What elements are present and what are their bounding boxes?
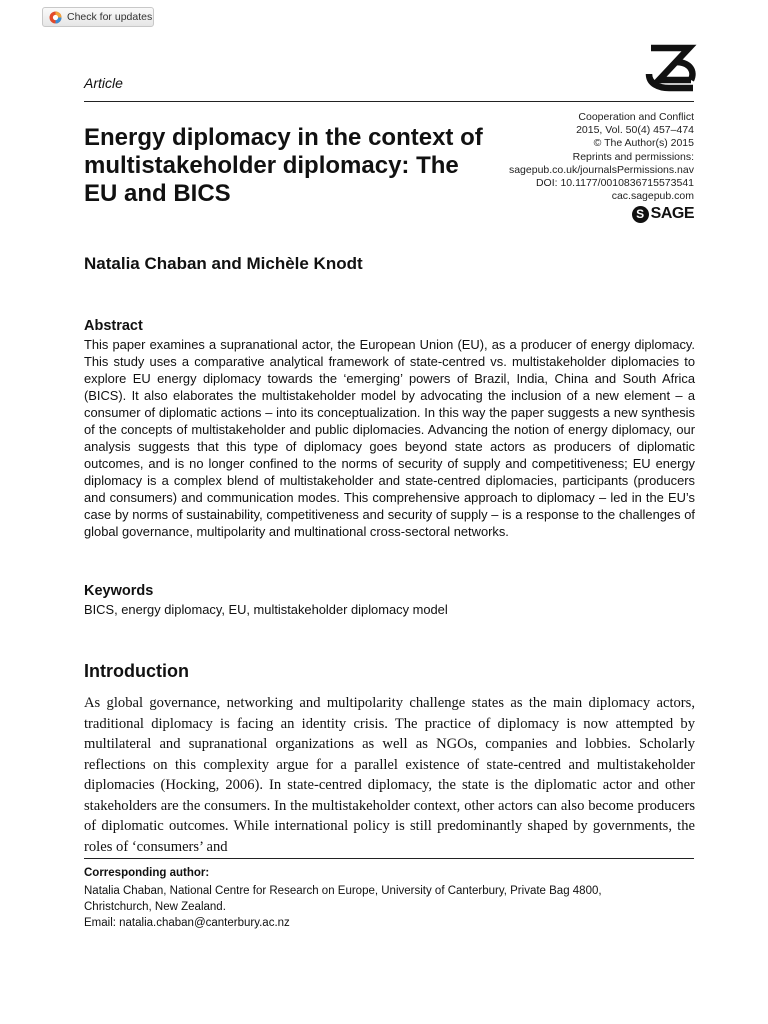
copyright-notice: © The Author(s) 2015 (593, 137, 694, 150)
corresponding-author-affiliation: Natalia Chaban, National Centre for Research on Europe, University of Canterbury, Private Bag 4800, (84, 885, 602, 897)
paper-title: Energy diplomacy in the context of multistakeholder diplomacy: The EU and BICS (84, 124, 483, 207)
author-names: Natalia Chaban and Michèle Knodt (84, 254, 363, 273)
crossmark-icon (49, 11, 62, 24)
sage-publisher-logo (632, 205, 694, 223)
corresponding-author-heading: Corresponding author: (84, 867, 210, 879)
journal-metadata (474, 111, 694, 203)
journal-site-link[interactable]: cac.sagepub.com (611, 190, 694, 203)
corresponding-author-email[interactable]: Email: natalia.chaban@canterbury.ac.nz (84, 917, 290, 929)
journal-name: Cooperation and Conflict (578, 111, 694, 123)
keywords-text: BICS, energy diplomacy, EU, multistakeholder diplomacy model (84, 602, 448, 617)
permissions-link[interactable]: sagepub.co.uk/journalsPermissions.nav (508, 163, 694, 176)
footnote-divider (84, 858, 694, 859)
introduction-text: As global governance, networking and multipolarity challenge states as the main diplomacy actors, traditional diplomacy is facing an identity crisis. The practice of diplomacy is now attempted by multilateral and supranational organizations as well as NGOs, companies and lobbies. Scholarly reflections on this complexity argue for a parallel existence of state-centred and multistakeholder diplomacies (Hocking, 2006). In state-centred diplomacy, the state is the diplomatic actor and other stakeholders are the consumers. In the multistakeholder context, other actors can also become producers of diplomatic outcomes. While international policy is still predominantly shaped by governments, the roles of ‘consumers’ and (84, 695, 695, 855)
journal-logo-icon (645, 44, 697, 92)
abstract-heading: Abstract (84, 318, 143, 334)
introduction-heading: Introduction (84, 661, 189, 681)
reprints-label: Reprints and permissions: (572, 150, 694, 163)
sage-s-icon: S (632, 206, 649, 223)
publisher-name: SAGE (650, 205, 694, 222)
check-for-updates-button[interactable] (42, 7, 154, 27)
article-type-label: Article (84, 75, 123, 91)
corresponding-author-details (84, 883, 704, 931)
volume-info: 2015, Vol. 50(4) 457–474 (576, 124, 694, 137)
header-divider (84, 101, 694, 102)
check-for-updates-label: Check for updates (67, 11, 153, 23)
keywords-heading: Keywords (84, 583, 154, 599)
doi-link[interactable]: DOI: 10.1177/0010836715573541 (535, 177, 694, 190)
abstract-text: This paper examines a supranational actor, the European Union (EU), as a producer of energy diplomacy. This study uses a comparative analytical framework of state-centred vs. multistakeholder diplomacies to explore EU energy diplomacy towards the ‘emerging’ powers of Brazil, India, China and South Africa (BICS). It also elaborates the multistakeholder model by advocating the inclusion of a new element – a consumer of diplomatic actions – into its conceptualization. In this way the paper suggests a new synthesis of the concepts of multistakeholder and public diplomacies. Advancing the notion of energy diplomacy, our analysis suggests that this type of diplomacy goes beyond state actors as producers of diplomatic outcomes, and is no longer confined to the norms of security of supply and competitiveness; EU energy diplomacy is a complex blend of multistakeholder and state-centred diplomacies, participants (producers and consumers) and communication modes. This comprehensive approach to diplomacy – led in the EU’s case by norms of sustainability, competitiveness and security of supply – is a response to the challenges of global governance, multipolarity and multinational cross-sectoral networks. (84, 337, 695, 539)
corresponding-author-address: Christchurch, New Zealand. (84, 901, 226, 913)
